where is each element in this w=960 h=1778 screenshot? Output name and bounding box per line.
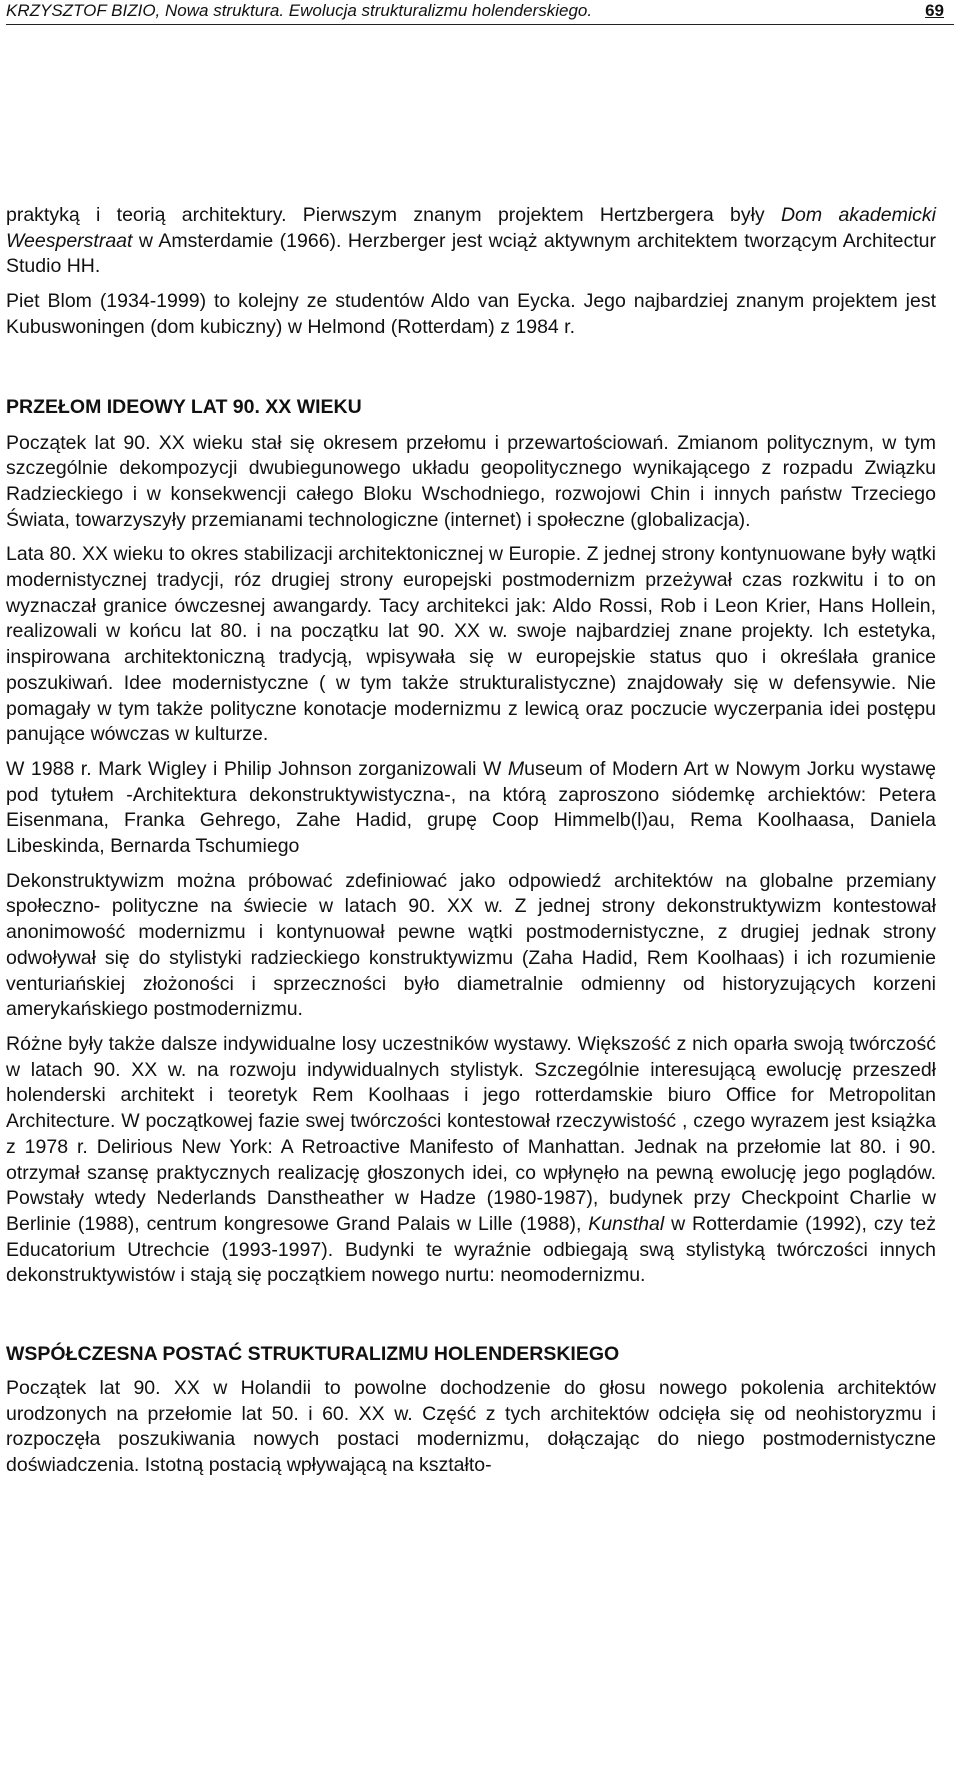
text-run: praktyką i teorią architektury. Pierwszym znanym projektem Hertzbergera były <box>6 204 781 226</box>
paragraph-blom: Piet Blom (1934-1999) to kolejny ze studentów Aldo van Eycka. Jego najbardziej znanym projektem jest Kubuswoningen (dom kubiczny) w Helmond (Rotterdam) z 1984 r. <box>6 290 936 338</box>
paragraph-1988-exhibition <box>6 757 936 860</box>
running-title: KRZYSZTOF BIZIO, Nowa struktura. Ewolucja strukturalizmu holenderskiego. <box>6 1 593 20</box>
text-run: w Rotterdamie (1992), czy też Educatorium Utrechcie (1993-1997). Budynki te wyraźnie odbiegają swą stylistyką twórczości innych dekonstruktywistów i stają się początkiem nowego nurtu: neomodernizmu. <box>6 1212 936 1287</box>
italic-title: Kunsthal <box>588 1212 665 1235</box>
article-body <box>6 203 936 1479</box>
paragraph-new-generation: Początek lat 90. XX w Holandii to powolne dochodzenie do głosu nowego pokolenia architektów urodzonych na przełomie lat 50. i 60. XX w. Część z tych architektów odcięła się od neohistoryzmu i rozpoczęła poszukiwania nowych postaci modernizmu, dołączając do niego postmodernistyczne doświadczenia. Istotną postacią wpływającą na kształto- <box>6 1377 936 1477</box>
paragraph-koolhaas <box>6 1032 936 1289</box>
paragraph-deconstructivism: Dekonstruktywizm można próbować zdefiniować jako odpowiedź architektów na globalne przemiany społeczno- polityczne na świecie w latach 90. XX w. Z jednej strony dekonstruktywizm kontestował anonimowość modernizmu i kontynuował pewne wątki postmodernistyczne, z drugiej jednak strony odwoływał się do stylistyki radzieckiego konstruktywizmu (Zaha Hadid, Rem Koolhaas) i ich rozumienie venturiańskiej złożoności i sprzeczności było diametralnie odmienny od historyzujących korzeni amerykańskiego postmodernizmu. <box>6 869 936 1021</box>
section-heading-2: WSPÓŁCZESNA POSTAĆ STRUKTURALIZMU HOLENDERSKIEGO <box>6 1343 620 1366</box>
text-run: Różne były także dalsze indywidualne losy uczestników wystawy. Większość z nich oparła swoją twórczość w latach 90. XX w. na rozwoju indywidualnych stylistyk. Szczególnie interesującą ewolucję przeszedł holenderski architekt i teoretyk Rem Koolhaas i jego rotterdamskie biuro Office for Metropolitan Architecture. W początkowej fazie swej twórczości kontestował rzeczywistość , czego wyrazem jest książka z 1978 r. Delirious New York: A Retroactive Manifesto of Manhattan. Jednak na przełomie lat 80. i 90. otrzymał szansę praktycznych realizację głoszonych idei, co wpłynęło na pewną ewolucję jego poglądów. Powstały wtedy Nederlands Danstheather w Hadze (1980-1987), budynek przy Checkpoint Charlie w Berlinie (1988), centrum kongresowe Grand Palais w Lille (1988), <box>6 1032 936 1235</box>
page-number: 69 <box>925 1 944 20</box>
text-run: w Amsterdamie (1966). Herzberger jest wciąż aktywnym architektem tworzącym Architectur Studio HH. <box>6 229 936 278</box>
paragraph-80s: Lata 80. XX wieku to okres stabilizacji architektonicznej w Europie. Z jednej strony kontynuowane były wątki modernistycznej tradycji, róz drugiej strony europejski postmodernizm przeżywał czas rozkwitu i to on wyznaczał granice ówczesnej awangardy. Tacy architekci jak: Aldo Rossi, Rob i Leon Krier, Hans Hollein, realizowali w końcu lat 80. i na początku lat 90. XX w. swoje najbardziej znane projekty. Ich estetyka, inspirowana architektoniczną tradycją, wpisywała się w europejskie status quo i określała granice poszukiwań. Idee modernistyczne ( w tym także strukturalistyczne) znajdowały się w defensywie. Nie pomagały w tym także polityczne konotacje modernizmu z lewicą oraz poczucie wyczerpania idei postępu panujące wówczas w kulturze. <box>6 543 936 746</box>
paragraph-hertzberger <box>6 203 936 280</box>
section-heading-1: PRZEŁOM IDEOWY LAT 90. XX WIEKU <box>6 395 362 418</box>
running-header <box>6 0 954 25</box>
text-run: W 1988 r. Mark Wigley i Philip Johnson zorganizowali W <box>6 757 508 780</box>
paragraph-breakthrough: Początek lat 90. XX wieku stał się okresem przełomu i przewartościowań. Zmianom politycznym, w tym szczególnie dekompozycji dwubiegunowego układu geopolitycznego wynikającego z rozpadu Związku Radzieckiego i w konsekwencji całego Bloku Wschodniego, rozwojowi Chin i innych państw Trzeciego Świata, towarzyszyły przemianami technologiczne (internet) i społeczne (globalizacja). <box>6 431 936 531</box>
italic-title: Dom akademicki Weesperstraat <box>6 204 936 252</box>
text-run: useum of Modern Art w Nowym Jorku wystawę pod tytułem -Architektura dekonstruktywistyczna-, na którą zaproszono siódemkę archiektów: Petera Eisenmana, Franka Gehrego, Zahe Hadid, grupę Coop Himmelb(l)au, Rema Koolhaasa, Daniela Libeskinda, Bernarda Tschumiego <box>6 757 936 858</box>
italic-letter: M <box>507 757 525 780</box>
